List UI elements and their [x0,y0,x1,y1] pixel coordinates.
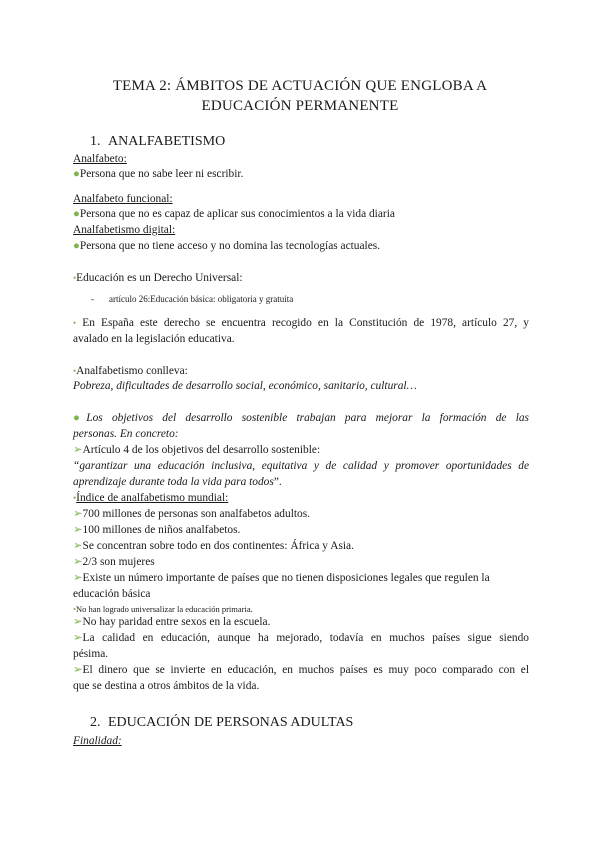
arrow-bullet-icon: ➢ [73,556,83,568]
section-2-title: EDUCACIÓN DE PERSONAS ADULTAS [108,715,354,730]
dash-marker: - [91,294,94,304]
analfabetismo-digital-label: Analfabetismo digital: [73,224,176,236]
arrow-bullet-icon: ➢ [73,572,83,584]
consecuencias-list: Pobreza, dificultades de desarrollo social, económico, sanitario, cultural… [73,380,417,392]
bullet-small-dot-icon: • [73,493,77,503]
finalidad-label: Finalidad: [73,735,122,747]
calidad-line-1: ➢La calidad en educación, aunque ha mejorado, todavía en muchos países sigue siendo [73,632,529,644]
document-title-line-1: TEMA 2: ÁMBITOS DE ACTUACIÓN QUE ENGLOBA A [112,78,488,94]
bullet-dot-icon: ● [73,208,80,220]
analfabetismo-conlleva: •Analfabetismo conlleva: [73,365,188,377]
bullet-dot-icon: ● [73,168,80,180]
calidad-line-2: pésima. [73,648,109,660]
legal-line-2: educación básica [73,588,151,600]
objetivos-line-1: ●Los objetivos del desarrollo sostenible trabajan para mejorar la formación de las [73,412,529,424]
stat-item: ➢100 millones de niños analfabetos. [73,524,241,536]
arrow-bullet-icon: ➢ [73,664,83,676]
bullet-small-dot-icon: • [73,366,77,376]
paridad-item: ➢No hay paridad entre sexos en la escuela. [73,616,271,628]
section-1-heading [90,133,225,151]
section-1-number: 1. [90,134,101,149]
dinero-line-2: que se destina a otros ámbitos de la vida. [73,680,260,692]
arrow-bullet-icon: ➢ [73,616,83,628]
quote-line-2: aprendizaje durante toda la vida para todos”. [73,476,282,488]
espana-paragraph-line-1: • En España este derecho se encuentra recogido en la Constitución de 1978, artículo 27, y [73,317,529,329]
section-2-heading [90,714,353,732]
analfabeto-label: Analfabeto: [73,153,127,165]
section-1-title: ANALFABETISMO [108,134,226,149]
document-title-line-2: EDUCACIÓN PERMANENTE [201,98,399,114]
objetivos-line-2: personas. En concreto: [73,428,179,440]
legal-line-1: ➢Existe un número importante de países que no tienen disposiciones legales que regulen la [73,572,490,584]
bullet-dot-icon: ● [73,412,87,424]
stat-item: ➢700 millones de personas son analfabetos adultos. [73,508,310,520]
bullet-small-dot-icon: • [73,318,77,328]
articulo-4: ➢Artículo 4 de los objetivos del desarrollo sostenible: [73,444,321,456]
dinero-line-1: ➢El dinero que se invierte en educación, en muchos países es muy poco comparado con el [73,664,529,676]
stat-item: ➢Se concentran sobre todo en dos continentes: África y Asia. [73,540,354,552]
analfabetismo-digital-definition: ●Persona que no tiene acceso y no domina las tecnologías actuales. [73,240,381,252]
derecho-universal: •Educación es un Derecho Universal: [73,272,243,284]
indice-analfabetismo-label: •Índice de analfabetismo mundial: [73,492,229,504]
bullet-small-dot-icon: • [73,604,76,614]
arrow-bullet-icon: ➢ [73,524,83,536]
arrow-bullet-icon: ➢ [73,508,83,520]
analfabeto-definition: ●Persona que no sabe leer ni escribir. [73,168,244,180]
section-2-number: 2. [90,715,101,730]
stat-item: ➢2/3 son mujeres [73,556,155,568]
articulo-26-item: - artículo 26:Educación básica: obligatoria y gratuita [91,294,294,304]
no-logrado-primaria: •No han logrado universalizar la educación primaria. [73,604,253,614]
bullet-dot-icon: ● [73,240,80,252]
analfabeto-funcional-label: Analfabeto funcional: [73,193,173,205]
arrow-bullet-icon: ➢ [73,444,83,456]
espana-paragraph-line-2: avalado en la legislación educativa. [73,333,235,345]
analfabeto-funcional-definition: ●Persona que no es capaz de aplicar sus conocimientos a la vida diaria [73,208,395,220]
arrow-bullet-icon: ➢ [73,632,83,644]
quote-line-1: “garantizar una educación inclusiva, equitativa y de calidad y promover oportunidades de [73,460,529,472]
bullet-small-dot-icon: • [73,273,77,283]
arrow-bullet-icon: ➢ [73,540,83,552]
